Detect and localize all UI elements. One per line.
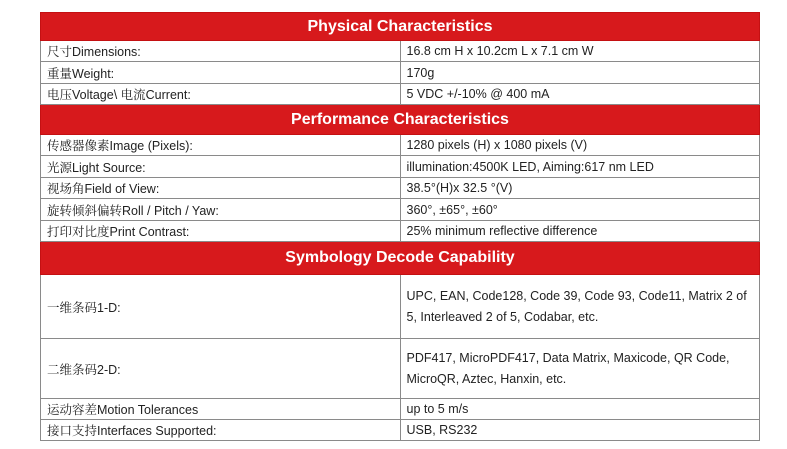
table-row — [41, 221, 760, 242]
row-value: 5 VDC +/-10% @ 400 mA — [400, 84, 760, 105]
row-label: 光源Light Source: — [41, 156, 401, 178]
table-row — [41, 41, 760, 62]
row-value: USB, RS232 — [400, 420, 760, 441]
row-value: UPC, EAN, Code128, Code 39, Code 93, Code11, Matrix 2 of 5, Interleaved 2 of 5, Codabar, etc. — [400, 275, 760, 339]
row-value: PDF417, MicroPDF417, Data Matrix, Maxicode, QR Code, MicroQR, Aztec, Hanxin, etc. — [400, 339, 760, 399]
row-value: 16.8 cm H x 10.2cm L x 7.1 cm W — [400, 41, 760, 62]
row-value: 1280 pixels (H) x 1080 pixels (V) — [400, 135, 760, 156]
row-value: 170g — [400, 62, 760, 84]
section-title: Symbology Decode Capability — [41, 242, 760, 275]
table-row — [41, 135, 760, 156]
table-row — [41, 62, 760, 84]
table-row — [41, 275, 760, 339]
row-label: 视场角Field of View: — [41, 178, 401, 199]
table-row — [41, 420, 760, 441]
table-row — [41, 84, 760, 105]
row-value: up to 5 m/s — [400, 399, 760, 420]
row-value: 360°, ±65°, ±60° — [400, 199, 760, 221]
row-label: 旋转倾斜偏转Roll / Pitch / Yaw: — [41, 199, 401, 221]
row-label: 二维条码2-D: — [41, 339, 401, 399]
row-label: 打印对比度Print Contrast: — [41, 221, 401, 242]
row-label: 尺寸Dimensions: — [41, 41, 401, 62]
section-header-performance — [41, 105, 760, 135]
section-title: Performance Characteristics — [41, 105, 760, 135]
row-label: 电压Voltage\ 电流Current: — [41, 84, 401, 105]
row-label: 重量Weight: — [41, 62, 401, 84]
table-row — [41, 399, 760, 420]
table-row — [41, 339, 760, 399]
spec-table — [40, 12, 760, 441]
row-value: illumination:4500K LED, Aiming:617 nm LED — [400, 156, 760, 178]
row-value: 25% minimum reflective difference — [400, 221, 760, 242]
section-header-symbology — [41, 242, 760, 275]
row-value: 38.5°(H)x 32.5 °(V) — [400, 178, 760, 199]
row-label: 运动容差Motion Tolerances — [41, 399, 401, 420]
table-row — [41, 199, 760, 221]
table-row — [41, 178, 760, 199]
section-header-physical — [41, 13, 760, 41]
table-row — [41, 156, 760, 178]
section-title: Physical Characteristics — [41, 13, 760, 41]
row-label: 一维条码1-D: — [41, 275, 401, 339]
row-label: 传感器像素Image (Pixels): — [41, 135, 401, 156]
row-label: 接口支持Interfaces Supported: — [41, 420, 401, 441]
